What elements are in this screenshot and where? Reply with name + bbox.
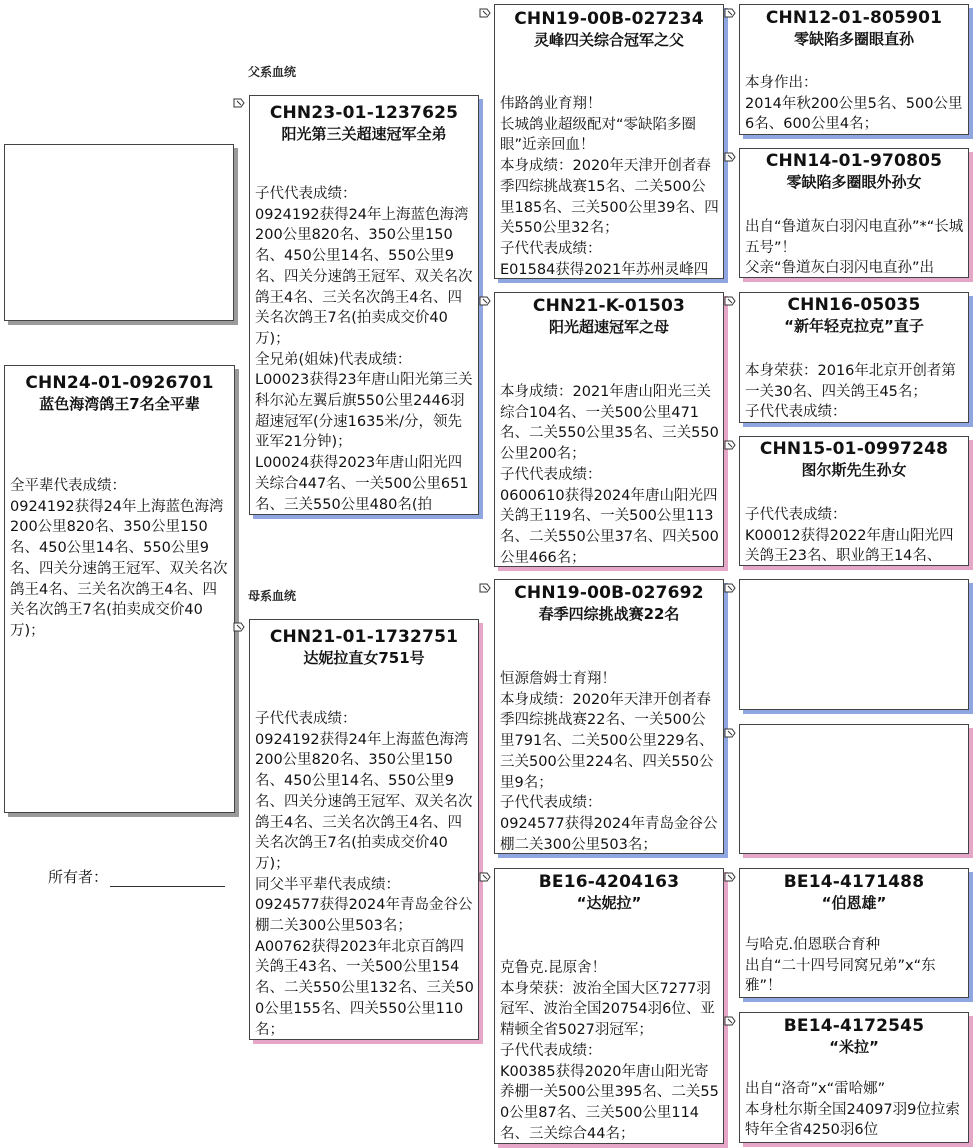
dd-card [494, 868, 724, 1144]
link-icon[interactable] [723, 150, 737, 164]
link-icon[interactable] [723, 581, 737, 595]
ds-title: 春季四综挑战赛22名 [538, 605, 680, 623]
sd-title: 阳光超速冠军之母 [548, 318, 669, 336]
sss-ring: CHN12-01-805901 [765, 8, 943, 28]
ss-title: 灵峰四关综合冠军之父 [533, 31, 684, 49]
ddd-title: “米拉” [829, 1038, 879, 1056]
dd-body: 克鲁克.昆原舍！ 本身荣获：波治全国大区7277羽冠军、波治全国20754羽6位、亚精顿全省5027羽冠军； 子代代表成绩： K00385获得2020年唐山阳光寄养棚一关500公里395名、二关550公里87名、三关500公里114名、三关综合44名； [500, 960, 719, 1142]
link-icon[interactable] [478, 294, 492, 308]
dam-body: 子代代表成绩： 0924192获得24年上海蓝色海湾200公里820名、350公里150名、450公里14名、550公里9名、四关分速鸽王冠军、双关名次鸽王4名、三关名次鸽王4名、四关名次鸽王7名(拍卖成交价40万)； 同父半平辈代表成绩： 0924577获得2024年青岛金谷公棚二关300公里503名； A00762获得2023年北京百鸽四关鸽王43名、一关500公里154名、二关550公里132名、三关500公里155名、四关550公里110名； [255, 711, 474, 1038]
sd-ring: CHN21-K-01503 [532, 296, 686, 316]
sss-body: 本身作出： 2014年秋200公里5名、500公里6名、600公里4名； [745, 75, 963, 133]
link-icon[interactable] [478, 6, 492, 20]
ddd-card [739, 1012, 969, 1143]
link-icon[interactable] [723, 726, 737, 740]
paternal-label: 父系血统 [248, 65, 297, 79]
dam-card [249, 619, 479, 1040]
dd-ring: BE16-4204163 [538, 872, 680, 892]
sd-body: 本身成绩：2021年唐山阳光三关综合104名、一关500公里471名、二关550公里35名、三关550公里200名； 子代代表成绩： 0600610获得2024年唐山阳光四关鸽王119名、一关500公里113名、二关550公里37名、四关500公里466名； [500, 384, 719, 566]
sire-body: 子代代表成绩： 0924192获得24年上海蓝色海湾200公里820名、350公里150名、450公里14名、550公里9名、四关分速鸽王冠军、双关名次鸽王4名、三关名次鸽王4名、四关名次鸽王7名(拍卖成交价40万)； 全兄弟(姐妹)代表成绩： L00023获得23年唐山阳光第三关科尔沁左翼后旗550公里2446羽超速冠军(分速1635米/分，领先亚军21分钟)； L00024获得2023年唐山阳光四关综合447名、一关500公里651名、三关550公里480名(拍 [255, 186, 473, 513]
dss-card [739, 579, 969, 710]
link-icon[interactable] [723, 438, 737, 452]
photo-placeholder [4, 144, 234, 321]
ds-ring: CHN19-00B-027692 [514, 583, 704, 603]
link-icon[interactable] [232, 620, 246, 634]
link-icon[interactable] [478, 870, 492, 884]
sdd-card [739, 436, 969, 566]
sire-ring: CHN23-01-1237625 [269, 103, 459, 123]
sire-title: 阳光第三关超速冠军全弟 [281, 125, 447, 143]
dds-body: 与哈克.伯恩联合育种 出自“二十四号同窝兄弟”x“东雅”！ [745, 937, 936, 995]
subject-card [4, 365, 235, 813]
sd-card [494, 292, 724, 567]
subject-title: 蓝色海湾鸽王7名全平辈 [39, 395, 200, 413]
sds-card [739, 292, 969, 423]
ss-card [494, 4, 724, 279]
dam-title: 达妮拉直女751号 [303, 649, 425, 667]
ssd-card [739, 148, 969, 278]
ssd-title: 零缺陷多圈眼外孙女 [786, 173, 922, 191]
ss-ring: CHN19-00B-027234 [514, 9, 704, 29]
link-icon[interactable] [723, 870, 737, 884]
subject-ring: CHN24-01-0926701 [25, 373, 214, 393]
maternal-label: 母系血统 [248, 589, 297, 603]
dds-card [739, 868, 969, 998]
sdd-ring: CHN15-01-0997248 [759, 439, 949, 459]
sss-card [739, 4, 969, 135]
sds-body: 本身荣获：2016年北京开创者第一关30名、四关鸽王45名； 子代代表成绩： [745, 363, 956, 421]
sss-title: 零缺陷多圈眼直孙 [793, 30, 914, 48]
link-icon[interactable] [232, 96, 246, 110]
link-icon[interactable] [478, 581, 492, 595]
sds-ring: CHN16-05035 [787, 295, 921, 315]
owner-label: 所有者： [48, 868, 109, 886]
subject-body: 全平辈代表成绩： 0924192获得24年上海蓝色海湾200公里820名、350公里150名、450公里14名、550公里9名、四关分速鸽王冠军、双关名次鸽王4名、三关名次鸽王4名、四关名次鸽王7名(拍卖成交价40万)； [10, 478, 228, 639]
sdd-title: 图尔斯先生孙女 [801, 461, 907, 479]
dd-title: “达妮拉” [576, 894, 642, 912]
dam-ring: CHN21-01-1732751 [269, 627, 459, 647]
link-icon[interactable] [723, 1014, 737, 1028]
ds-body: 恒源詹姆士育翔！ 本身成绩：2020年天津开创者春季四综挑战赛22名、一关500公里791名、二关500公里229名、三关500公里224名、四关550公里9名； 子代代表成绩： 0924577获得2024年青岛金谷公棚二关300公里503名； [500, 671, 718, 853]
link-icon[interactable] [723, 6, 737, 20]
sdd-body: 子代代表成绩： K00012获得2022年唐山阳光四关鸽王23名、职业鸽王14名、 [745, 507, 954, 565]
ss-body: 伟路鸽业育翔！ 长城鸽业超级配对“零缺陷多圈眼”近亲回血！ 本身成绩：2020年天津开创者春季四综挑战赛15名、二关500公里185名、三关500公里39名、四关550公里32名； 子代代表成绩： E01584获得2021年苏州灵峰四 [500, 96, 719, 278]
ssd-ring: CHN14-01-970805 [765, 151, 943, 171]
ddd-body: 出自“洛奇”x“雷哈娜” 本身杜尔斯全国24097羽9位拉索特年全省4250羽6位 [745, 1081, 960, 1139]
dsd-card [739, 724, 969, 854]
owner-line [110, 870, 225, 887]
ds-card [494, 579, 724, 854]
sds-title: “新年轻克拉克”直子 [784, 317, 924, 335]
dds-ring: BE14-4171488 [783, 872, 925, 892]
ssd-body: 出自“鲁道灰白羽闪电直孙”*“长城五号”！ 父亲“鲁道灰白羽闪电直孙”出 [745, 219, 964, 277]
sire-card [249, 95, 479, 515]
link-icon[interactable] [723, 294, 737, 308]
dds-title: “伯恩雄” [821, 894, 887, 912]
owner-field [48, 866, 225, 887]
ddd-ring: BE14-4172545 [783, 1016, 925, 1036]
